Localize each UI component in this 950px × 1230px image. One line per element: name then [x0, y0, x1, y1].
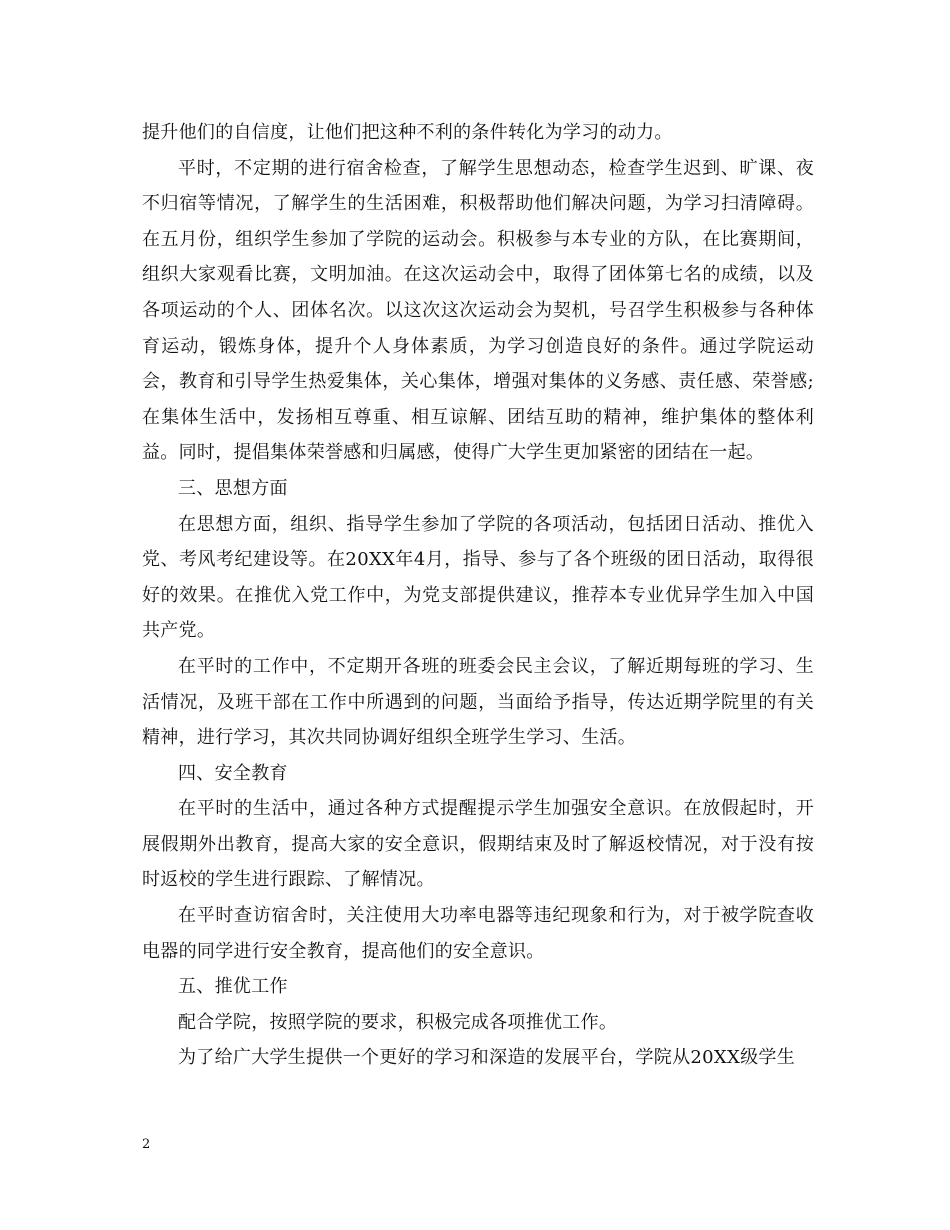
paragraph-recommendation-work: 配合学院，按照学院的要求，积极完成各项推优工作。 [178, 1011, 618, 1033]
section-heading-ideology: 三、思想方面 [178, 477, 288, 499]
paragraph-class-meetings: 在平时的工作中，不定期开各班的班委会民主会议，了解近期每班的学习、生活情况，及班干部在工作中所遇到的问题，当面给予指导，传达近期学院里的有关精神，进行学习，其次共同协调好组织全班学生学习、生活。 [142, 655, 814, 749]
section-heading-recommendation: 五、推优工作 [178, 976, 288, 998]
paragraph-dormitory-inspection: 平时，不定期的进行宿舍检查，了解学生思想动态，检查学生迟到、旷课、夜不归宿等情况，了解学生的生活困难，积极帮助他们解决问题，为学习扫清障碍。在五月份，组织学生参加了学院的运动会。积极参与本专业的方队，在比赛期间，组织大家观看比赛，文明加油。在这次运动会中，取得了团体第七名的成绩，以及各项运动的个人、团体名次。以这次这次运动会为契机，号召学生积极参与各种体育运动，锻炼身体，提升个人身体素质，为学习创造良好的条件。通过学院运动会，教育和引导学生热爱集体，关心集体，增强对集体的义务感、责任感、荣誉感;在集体生活中，发扬相互尊重、相互谅解、团结互助的精神，维护集体的整体利益。同时，提倡集体荣誉感和归属感，使得广大学生更加紧密的团结在一起。 [142, 157, 814, 464]
page-number: 2 [142, 1137, 151, 1152]
paragraph-safety-awareness: 在平时的生活中，通过各种方式提醒提示学生加强安全意识。在放假起时，开展假期外出教育，提高大家的安全意识，假期结束及时了解返校情况，对于没有按时返校的学生进行跟踪、了解情况。 [142, 798, 814, 891]
paragraph-ideology-activities: 在思想方面，组织、指导学生参加了学院的各项活动，包括团日活动、推优入党、考风考纪建设等。在20XX年4月，指导、参与了各个班级的团日活动，取得很好的效果。在推优入党工作中，为党支部提供建议，推荐本专业优异学生加入中国共产党。 [142, 513, 814, 642]
body-text [142, 115, 814, 1076]
paragraph-development-platform: 为了给广大学生提供一个更好的学习和深造的发展平台，学院从20XX级学生 [178, 1047, 796, 1069]
paragraph-continuation: 提升他们的自信度，让他们把这种不利的条件转化为学习的动力。 [142, 122, 673, 143]
paragraph-dormitory-electrical: 在平时查访宿舍时，关注使用大功率电器等违纪现象和行为，对于被学院查收电器的同学进行安全教育，提高他们的安全意识。 [142, 905, 814, 962]
section-heading-safety: 四、安全教育 [178, 762, 288, 784]
